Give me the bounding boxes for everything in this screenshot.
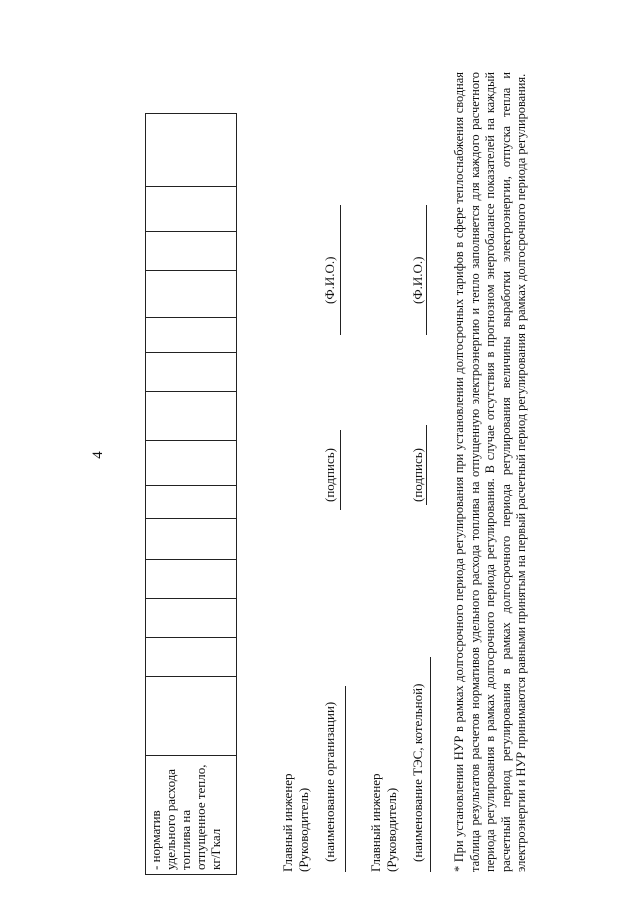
name-line (340, 205, 341, 335)
table-cell (146, 599, 237, 638)
org-name-line (345, 686, 346, 872)
table-cell (146, 232, 237, 271)
table-row (146, 114, 237, 875)
sign-caption: (подпись) (322, 448, 337, 502)
table-cell (146, 187, 237, 232)
table-cell (146, 519, 237, 560)
table-cell (146, 114, 237, 187)
table-cell (146, 560, 237, 599)
signature-line (426, 425, 427, 505)
signature-line (340, 430, 341, 510)
name-caption: (Ф.И.О.) (410, 256, 425, 304)
table-cell (146, 271, 237, 318)
signature-title-line: (Руководитель) (384, 787, 399, 872)
signature-title-line: Главный инженер (368, 773, 383, 872)
table-cell (146, 441, 237, 486)
signature-title-1 (280, 773, 312, 872)
signature-title-line: (Руководитель) (296, 787, 311, 872)
org-caption: (наименование организации) (322, 701, 337, 862)
org-name-line (430, 657, 431, 872)
norm-table (145, 113, 237, 875)
name-caption: (Ф.И.О.) (322, 256, 337, 304)
org-caption: (наименование ТЭС, котельной) (410, 683, 425, 862)
table-cell (146, 638, 237, 677)
page-number: 4 (90, 451, 106, 459)
table-cell (146, 392, 237, 441)
rotated-content (60, 60, 580, 880)
table-cell (146, 486, 237, 519)
footnote: * При установлении НУР в рамках долгосрочного периода регулирования при установлении долгосрочных тарифов в сфере теплоснабжения сводная таблица результатов расчетов нормативов удельного расхода топлива на отпущенную электроэнергию и тепло заполняется для каждого расчетного периода регулирования в рамках долгосрочного периода регулирования. В случае отсутствия в прогнозном энергобалансе показателей на каждый расчетный период регулирования в рамках долгосрочного периода регулирования величины выработки электроэнергии, отпуска тепла и электроэнергии и НУР принимаются равными принятым на первый расчетный период регулирования в рамках долгосрочного периода регулирования. (452, 72, 529, 872)
signature-title-line: Главный инженер (280, 773, 295, 872)
sign-caption: (подпись) (410, 448, 425, 502)
table-cell (146, 353, 237, 392)
signature-title-2 (368, 773, 400, 872)
name-line (426, 205, 427, 335)
row-label-cell: - норматив удельного расхода топлива на отпущенное тепло, кг/Гкал (146, 756, 237, 875)
table-cell (146, 677, 237, 756)
table-cell (146, 318, 237, 353)
